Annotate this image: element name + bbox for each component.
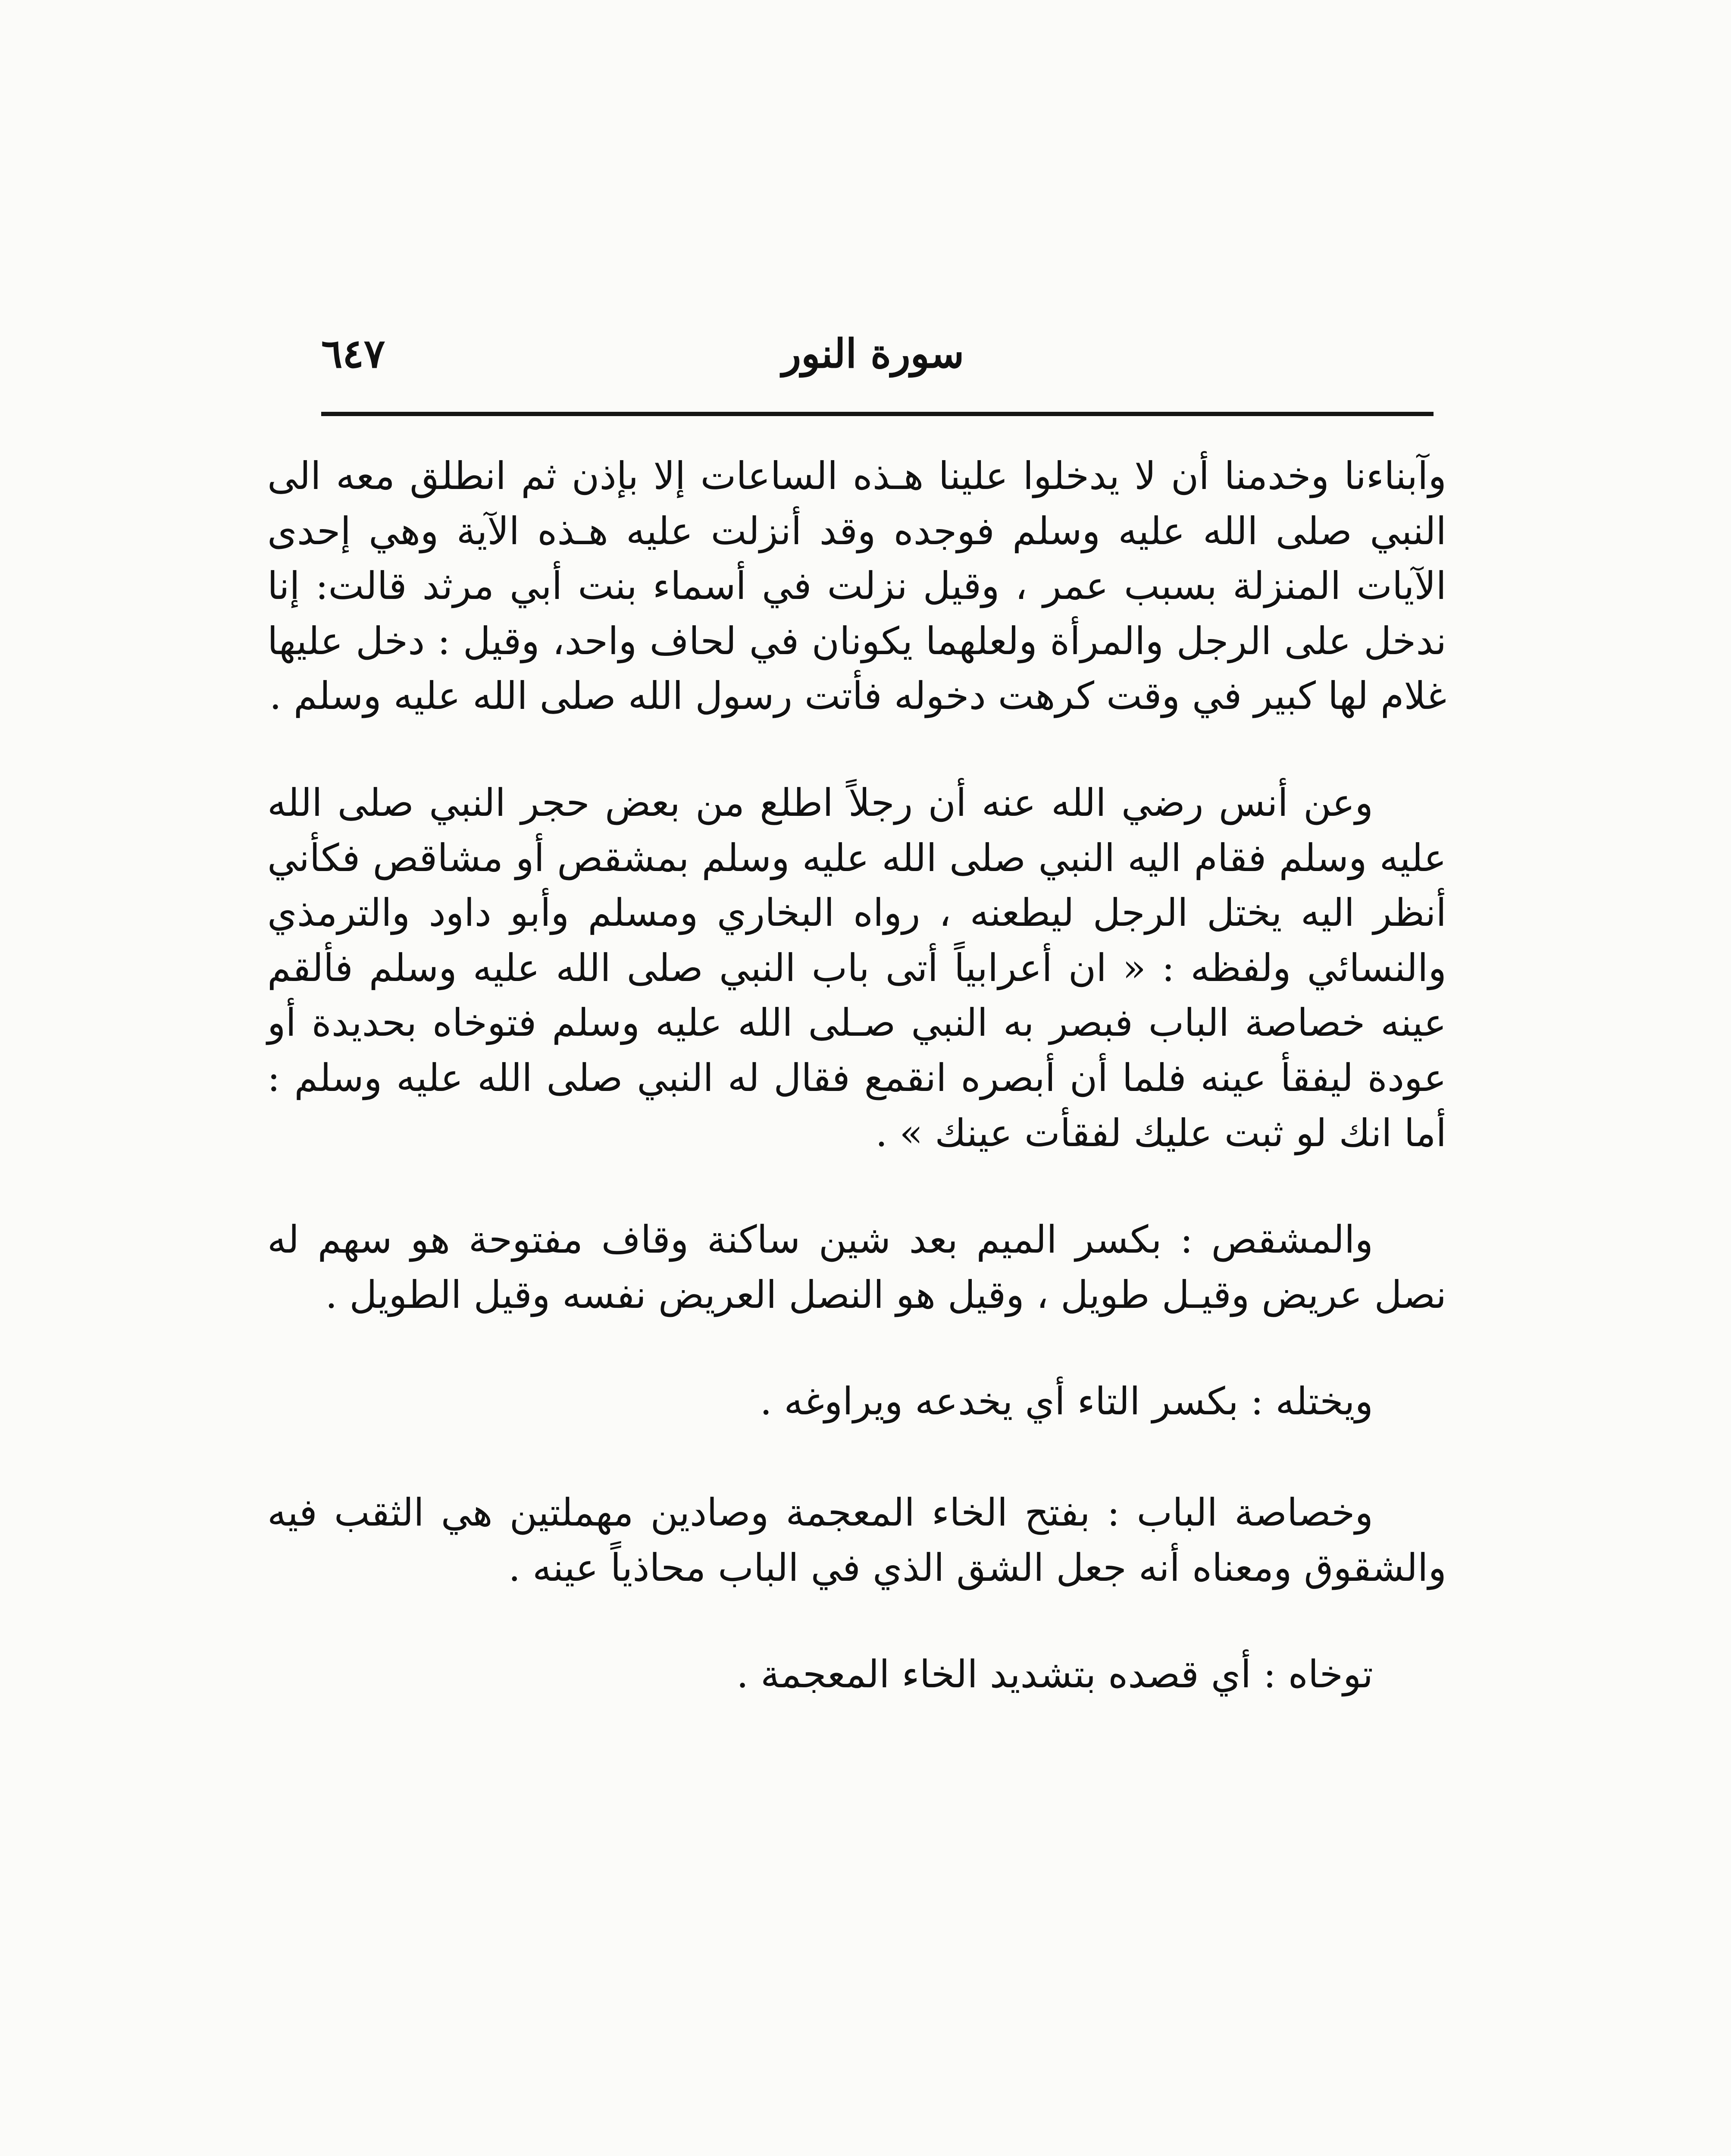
paragraph-khasasa-definition: وخصاصة الباب : بفتح الخاء المعجمة وصادين مهملتين هي الثقب فيه والشقوق ومعناه أنه جعل الشق الذي في الباب محاذياً عينه .: [267, 1490, 1446, 1590]
page-number: ٦٤٧: [321, 330, 385, 377]
header-rule: [321, 412, 1434, 416]
paragraph-yakhtiluhu-definition: ويختله : بكسر التاء أي يخدعه ويراوغه .: [760, 1379, 1373, 1424]
paragraph-continuation: وآبناءنا وخدمنا أن لا يدخلوا علينا هـذه الساعات إلا بإذن ثم انطلق معه الى النبي صلى الله عليه وسلم فوجده وقد أنزلت عليه هـذه الآية وهي إحدى الآيات المنزلة بسبب عمر ، وقيل نزلت في أسماء بنت أبي مرثد قالت: إنا ندخل على الرجل والمرأة ولعلهما يكونان في لحاف واحد، وقيل : دخل عليها غلام لها كبير في وقت كرهت دخوله فأتت رسول الله صلى الله عليه وسلم .: [267, 454, 1446, 718]
paragraph-anas-hadith: وعن أنس رضي الله عنه أن رجلاً اطلع من بعض حجر النبي صلى الله عليه وسلم فقام اليه النبي صلى الله عليه وسلم بمشقص أو مشاقص فكأني أنظر اليه يختل الرجل ليطعنه ، رواه البخاري ومسلم وأبو داود والترمذي والنسائي ولفظه : « ان أعرابياً أتى باب النبي صلى الله عليه وسلم فألقم عينه خصاصة الباب فبصر به النبي صـلى الله عليه وسلم فتوخاه بحديدة أو عودة ليفقأ عينه فلما أن أبصره انقمع فقال له النبي صلى الله عليه وسلم : أما انك لو ثبت عليك لفقأت عينك » .: [267, 780, 1447, 1155]
paragraph-mishqas-definition: والمشقص : بكسر الميم بعد شين ساكنة وقاف مفتوحة هو سهم له نصل عريض وقيـل طويل ، وقيل هو النصل العريض نفسه وقيل الطويل .: [267, 1217, 1446, 1317]
page-header: [321, 328, 1425, 388]
paragraph-tawakhkhahu-definition: توخاه : أي قصده بتشديد الخاء المعجمة .: [736, 1652, 1373, 1697]
surah-title: سورة النور: [782, 330, 964, 377]
page-body: [267, 448, 1446, 1758]
